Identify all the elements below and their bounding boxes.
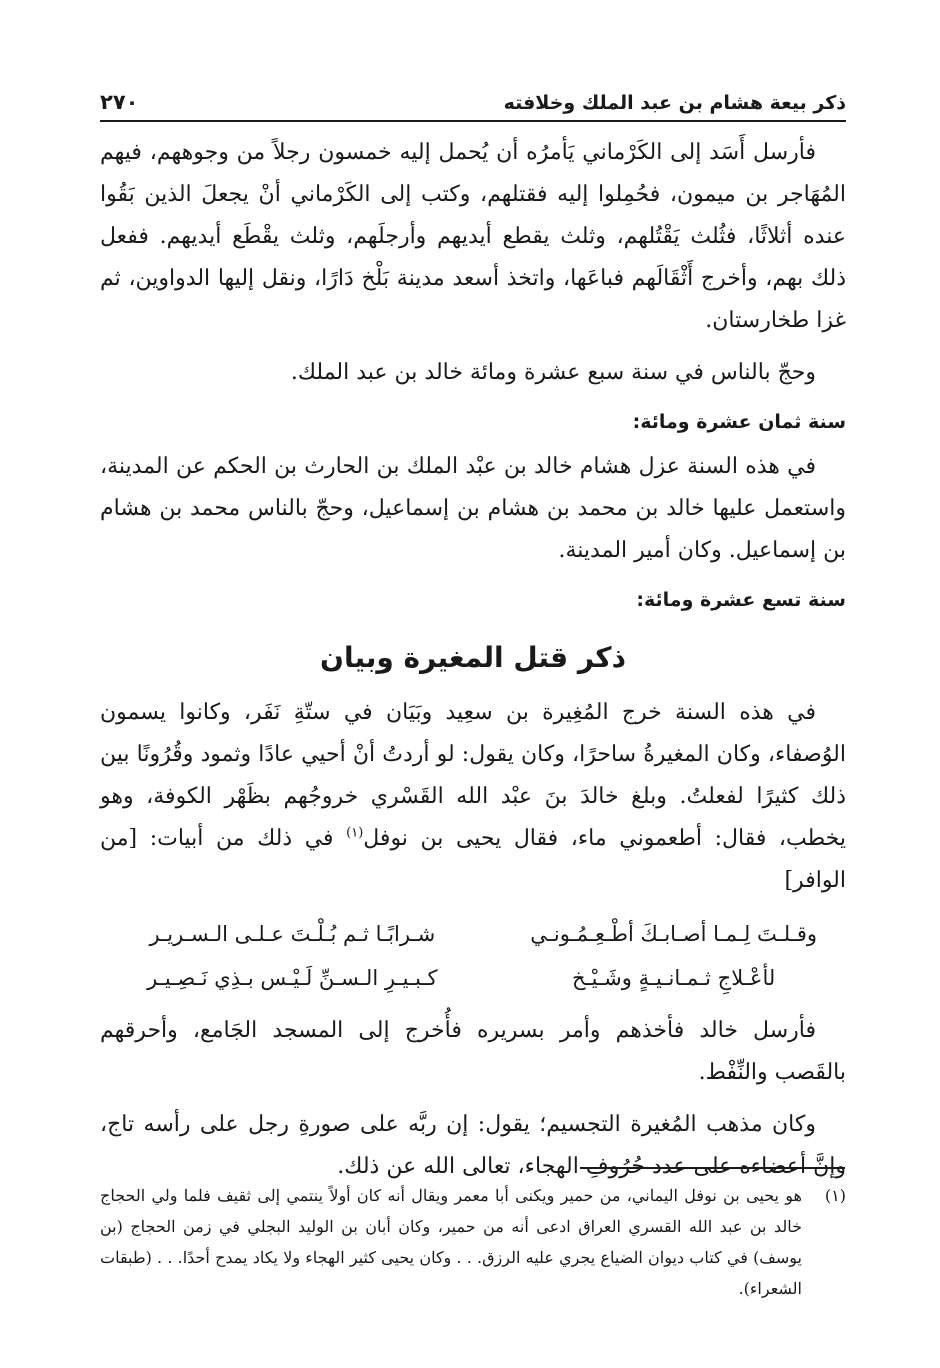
poem-verse-2 (130, 956, 836, 1000)
body-text (100, 132, 846, 1202)
year-heading-119: سنة تسع عشرة ومائة: (636, 589, 846, 611)
section-title: ذكر قتل المغيرة وبيان (320, 641, 626, 674)
paragraph-4-text-a: في هذه السنة خرج المُغِيرة بن سعِيد وبَيَان في ستّةِ نَفَر، وكانوا يسمون الوُصفاء، وكان المغيرةُ ساحرًا، وكان يقول: لو أردتُ أنْ أحيي عادًا وثمود وقُرُونًا بين ذلك كثيرًا لفعلتُ. وبلغ خالدَ بنَ عبْد الله القَسْري خروجُهم بظَهْر الكوفة، وهو يخطب، فقال: أطعموني ماء، فقال يحيى بن نوفل (100, 700, 846, 851)
poem-verse-1 (130, 912, 836, 956)
paragraph-1: فأرسل أَسَد إلى الكَرْماني يَأمرُه أن يُحمل إليه خمسون رجلاً من وجوههم، فيهم المُهَاجر بن ميمون، فحُمِلوا إليه فقتلهم، وكتب إلى الكَرْماني أنْ يجعلَ الذين بَقُوا عنده أثلاثًا، فثُلث يَقْتُلهم، وثلث يقطع أيديهم وأرجلَهم، وثلث يقْطَع أيديهم. ففعل ذلك بهم، وأخرج أَثْقَالَهم فباعَها، واتخذ أسعد مدينة بَلْخ دَارًا، ونقل إليها الدواوين، ثم غزا طخارستان. (100, 140, 846, 333)
year-heading-118: سنة ثمان عشرة ومائة: (632, 411, 846, 433)
footnote-marker: (١) (824, 1186, 846, 1205)
hemistich-1a: وقـلـتَ لِـمـا أصـابـكَ أطْـعِـمُـونـي (530, 922, 818, 946)
paragraph-4 (100, 692, 846, 902)
page-number: ٢٧٠ (100, 90, 139, 114)
hemistich-1b: شـرابًـا ثـم بُـلْـتَ عـلـى الـسـريـر (149, 922, 436, 946)
running-title: ذكر بيعة هشام بن عبد الملك وخلافته (503, 92, 846, 114)
footnote-reference: (١) (346, 825, 364, 841)
hemistich-2a: لأعْـلاجِ ثـمـانـيـةٍ وشَـيْـخ (571, 966, 776, 990)
footnote-divider (580, 1167, 845, 1169)
paragraph-5: فأرسل خالد فأخذهم وأمر بسريره فأُخرج إلى المسجد الجَامع، وأحرقهم بالقَصب والنِّفْط. (100, 1018, 846, 1085)
footnote-text: هو يحيى بن نوفل اليماني، من حمير ويكنى أبا معمر ويقال أنه كان أولاً ينتمي إلى ثقيف فلما ولي الحجاج خالد بن عبد الله القسري العراق ادعى أنه من حمير، وكان أبان بن الوليد البجلي في زمن الحجاج (بن يوسف) في كتاب ديوان الضياع يجري عليه الرزق. . . وكان يحيى كثير الهجاء ولا يكاد يمدح أحدًا. . . (طبقات الشعراء). (100, 1186, 802, 1298)
poem (130, 912, 836, 1000)
footnote (100, 1180, 846, 1304)
paragraph-4-text-b: في ذلك من أبيات: [من الوافر] (100, 826, 846, 893)
paragraph-2: وحجّ بالناس في سنة سبع عشرة ومائة خالد بن عبد الملك. (290, 360, 816, 385)
paragraph-6: وكان مذهب المُغيرة التجسيم؛ يقول: إن ربَّه على صورةِ رجل على رأسه تاج، وإنَّ أعضاءه على عدد حُرُوفِ الهجاء، تعالى الله عن ذلك. (100, 1112, 846, 1179)
hemistich-2b: كـبـيـرِ الـسـنِّ لَـيْـس بـذِي نَـصِـيـر (147, 966, 438, 990)
paragraph-3: في هذه السنة عزل هشام خالد بن عبْد الملك بن الحارث بن الحكم عن المدينة، واستعمل عليها خالد بن محمد بن هشام بن إسماعيل، وحجّ بالناس محمد بن هشام بن إسماعيل. وكان أمير المدينة. (100, 454, 846, 563)
page-header (100, 86, 846, 122)
